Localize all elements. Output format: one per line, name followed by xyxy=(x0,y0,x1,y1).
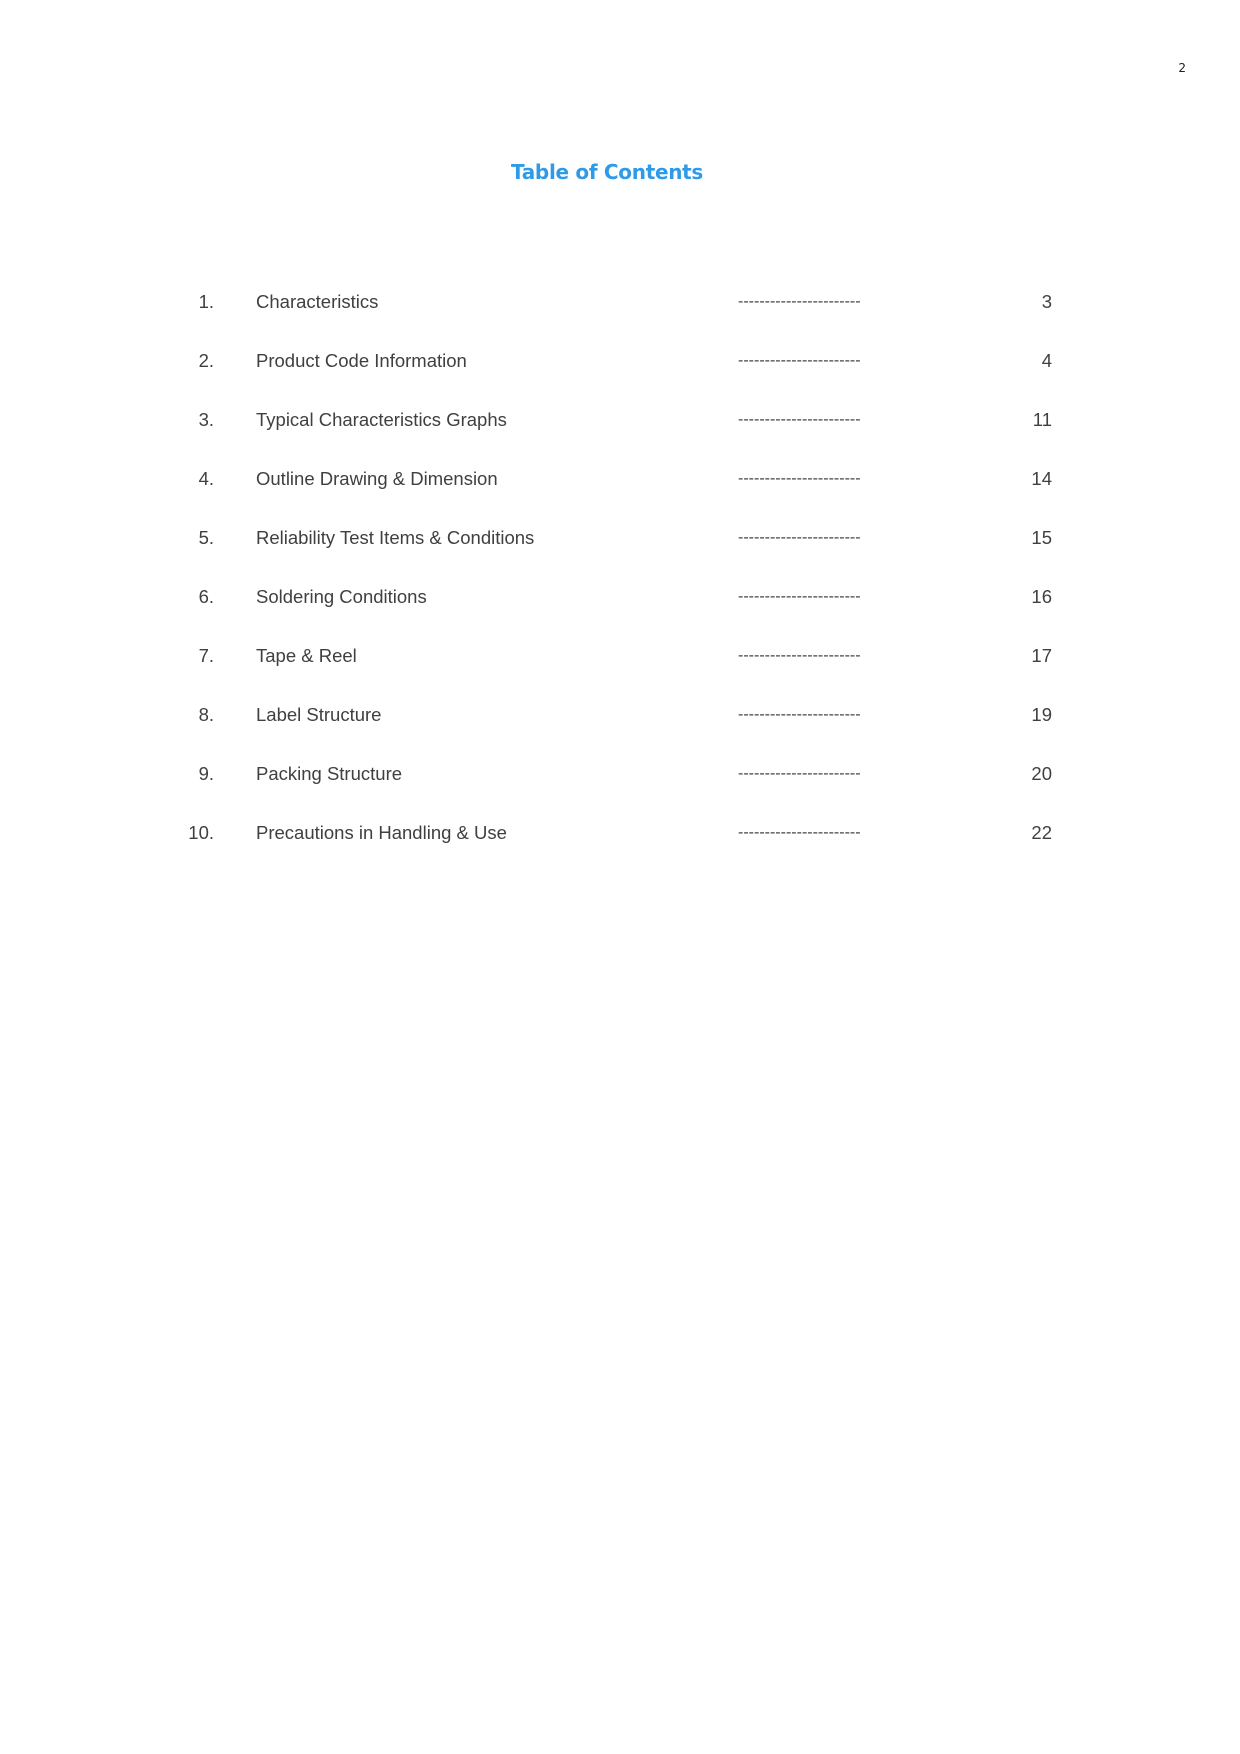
toc-entry-number: 7. xyxy=(198,645,214,666)
toc-entry[interactable] xyxy=(0,704,1240,763)
toc-entry-number: 4. xyxy=(198,468,214,489)
toc-entry-label[interactable]: Packing Structure xyxy=(256,763,403,784)
toc-entry-leader: ----------------------- xyxy=(738,706,861,723)
toc-entry-page[interactable]: 11 xyxy=(1032,409,1052,430)
toc-entry-page[interactable]: 15 xyxy=(1031,527,1052,548)
toc-entry[interactable] xyxy=(0,822,1240,881)
toc-entry-label[interactable]: Reliability Test Items & Conditions xyxy=(256,527,535,548)
toc-entry[interactable] xyxy=(0,350,1240,409)
toc-entry-page[interactable]: 16 xyxy=(1031,586,1052,607)
toc-entry-label[interactable]: Soldering Conditions xyxy=(256,586,427,607)
toc-entry-page[interactable]: 17 xyxy=(1031,645,1052,666)
toc-entry-number: 3. xyxy=(198,409,214,430)
toc-entry-leader: ----------------------- xyxy=(738,588,861,605)
toc-entry-leader: ----------------------- xyxy=(738,824,861,841)
toc-entry-page[interactable]: 22 xyxy=(1031,822,1052,843)
page-title: Table of Contents xyxy=(510,160,704,184)
toc-entry-label[interactable]: Label Structure xyxy=(256,704,382,725)
toc-entry[interactable] xyxy=(0,645,1240,704)
toc-entry-leader: ----------------------- xyxy=(738,293,861,310)
toc-entry[interactable] xyxy=(0,586,1240,645)
toc-entry-label[interactable]: Characteristics xyxy=(256,291,379,312)
toc-entry-label[interactable]: Tape & Reel xyxy=(256,645,357,666)
toc-entry-number: 5. xyxy=(198,527,214,548)
toc-entry-page[interactable]: 3 xyxy=(1041,291,1052,312)
toc-entry[interactable] xyxy=(0,763,1240,822)
toc-entry[interactable] xyxy=(0,291,1240,350)
toc-entry-leader: ----------------------- xyxy=(738,352,861,369)
toc-entry[interactable] xyxy=(0,468,1240,527)
toc-entry-leader: ----------------------- xyxy=(738,647,861,664)
toc-entry-number: 10. xyxy=(188,822,214,843)
toc-entry[interactable] xyxy=(0,527,1240,586)
toc-entry-page[interactable]: 20 xyxy=(1031,763,1052,784)
toc-entry-page[interactable]: 14 xyxy=(1031,468,1052,489)
toc-entry-leader: ----------------------- xyxy=(738,411,861,428)
toc-entry-number: 1. xyxy=(198,291,214,312)
toc-entry-leader: ----------------------- xyxy=(738,765,861,782)
toc-entry-page[interactable]: 19 xyxy=(1031,704,1052,725)
toc-entry-label[interactable]: Product Code Information xyxy=(256,350,467,371)
page-number: 2 xyxy=(1178,61,1186,75)
toc-entry-page[interactable]: 4 xyxy=(1041,350,1052,371)
toc-entry-leader: ----------------------- xyxy=(738,529,861,546)
toc-entry-label[interactable]: Precautions in Handling & Use xyxy=(256,822,507,843)
toc-entry-number: 6. xyxy=(198,586,214,607)
toc-entry-label[interactable]: Typical Characteristics Graphs xyxy=(256,409,507,430)
toc-entry[interactable] xyxy=(0,409,1240,468)
toc-entry-number: 8. xyxy=(198,704,214,725)
toc-entry-leader: ----------------------- xyxy=(738,470,861,487)
toc-entry-number: 2. xyxy=(198,350,214,371)
toc-entry-label[interactable]: Outline Drawing & Dimension xyxy=(256,468,498,489)
toc-entry-number: 9. xyxy=(198,763,214,784)
table-of-contents xyxy=(0,291,1240,881)
